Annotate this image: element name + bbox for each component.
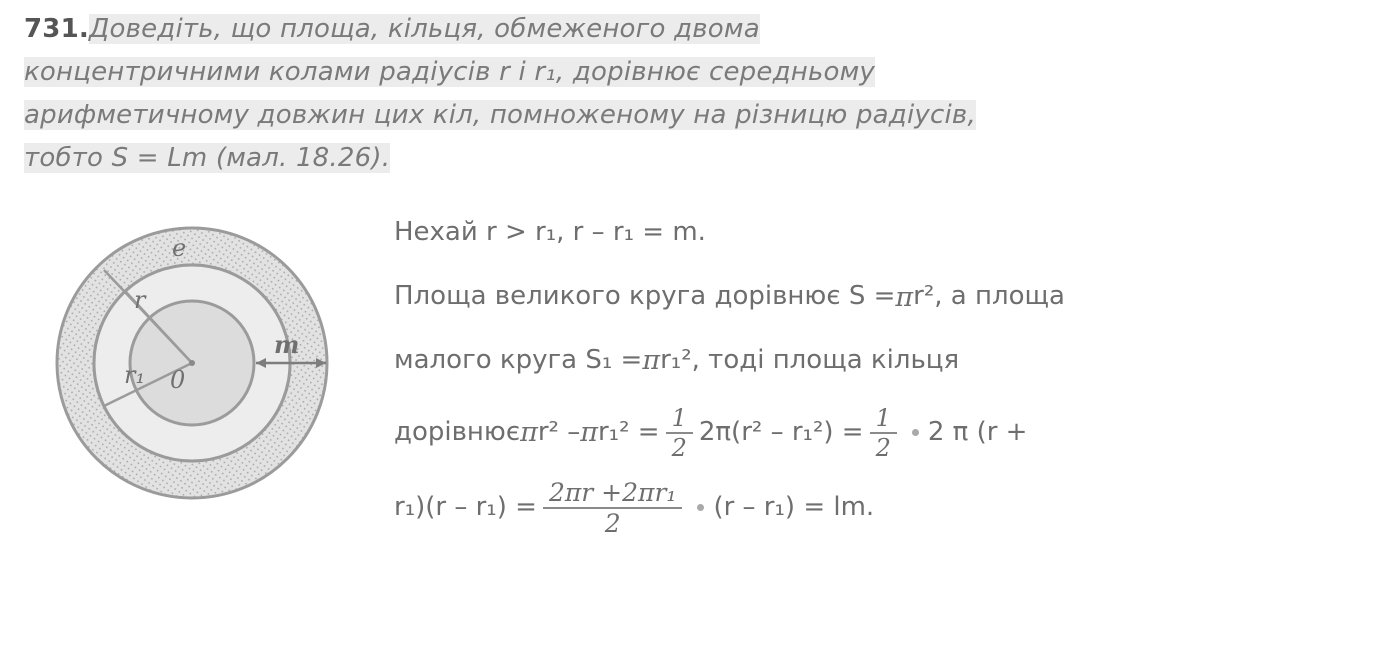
solution-line-2-part1: Площа великого круга дорівнює S = — [394, 281, 896, 312]
fraction-denominator: 2 — [875, 433, 891, 462]
ring-diagram — [52, 218, 342, 508]
label-ring-width: m — [274, 330, 300, 359]
solution-line-4-part5: 2 π (r + — [927, 417, 1028, 448]
solution-line-3-part3: , тоді площа кільця — [691, 344, 960, 375]
statement-text-3: арифметичному довжин цих кіл, помноженому на різницю радіусів, — [24, 100, 976, 130]
fraction-one-half — [666, 403, 693, 462]
statement-line-3 — [24, 94, 1314, 137]
solution-line-1 — [394, 218, 1390, 248]
pi-symbol: π — [580, 417, 598, 449]
ring-diagram-svg — [52, 218, 342, 508]
fraction-mean-circumference — [543, 477, 683, 538]
fraction-numerator: 2πr +2πr₁ — [548, 477, 677, 507]
solution-text — [394, 218, 1390, 562]
pi-symbol: π — [642, 344, 661, 376]
solution-line-1-text: Нехай r > r₁, r – r₁ = m. — [394, 217, 706, 247]
solution-line-5-part2: (r – r₁) = lm. — [713, 492, 875, 523]
solution-line-4-part1: дорівнює — [394, 417, 521, 448]
statement-line-2 — [24, 51, 1314, 94]
fraction-numerator: 1 — [671, 403, 687, 432]
label-inner-radius: r₁ — [124, 361, 146, 389]
statement-text-4: тобто S = Lm (мал. 18.26). — [24, 143, 391, 173]
solution-line-4-part4: 2π(r² – r₁²) = — [698, 417, 864, 448]
solution-line-4-part2: r² – — [537, 417, 581, 448]
fraction-numerator: 1 — [875, 403, 891, 432]
solution-line-3 — [394, 345, 1390, 376]
label-outer-radius: e — [172, 234, 187, 262]
fraction-denominator: 2 — [604, 508, 621, 538]
multiplication-dot-icon — [697, 504, 704, 511]
statement-line-1 — [24, 8, 1314, 51]
fraction-one-half-2 — [870, 403, 897, 462]
problem-number: 731. — [24, 14, 89, 44]
label-middle-radius: r — [134, 286, 146, 314]
solution-line-2-part3: , а площа — [934, 281, 1065, 312]
multiplication-dot-icon — [912, 429, 919, 436]
solution-line-4 — [394, 403, 1390, 462]
solution-line-5-part1: r₁)(r – r₁) = — [394, 492, 537, 523]
statement-text-2: концентричними колами радіусів r і r₁, дорівнює середньому — [24, 57, 875, 87]
label-center: 0 — [170, 366, 186, 394]
solution-line-2-part2: r² — [913, 281, 935, 312]
solution-line-2 — [394, 282, 1390, 313]
solution-line-5 — [394, 477, 1390, 538]
solution-line-4-part3: r₁² = — [597, 417, 660, 448]
statement-text-1: Доведіть, що площа, кільця, обмеженого двома — [88, 14, 760, 44]
pi-symbol: π — [895, 281, 914, 313]
solution-line-3-part2: r₁² — [660, 344, 692, 375]
fraction-denominator: 2 — [671, 433, 687, 462]
statement-line-4 — [24, 137, 1314, 180]
problem-statement — [24, 8, 1314, 180]
pi-symbol: π — [520, 417, 538, 449]
solution-line-3-part1: малого круга S₁ = — [394, 344, 643, 375]
